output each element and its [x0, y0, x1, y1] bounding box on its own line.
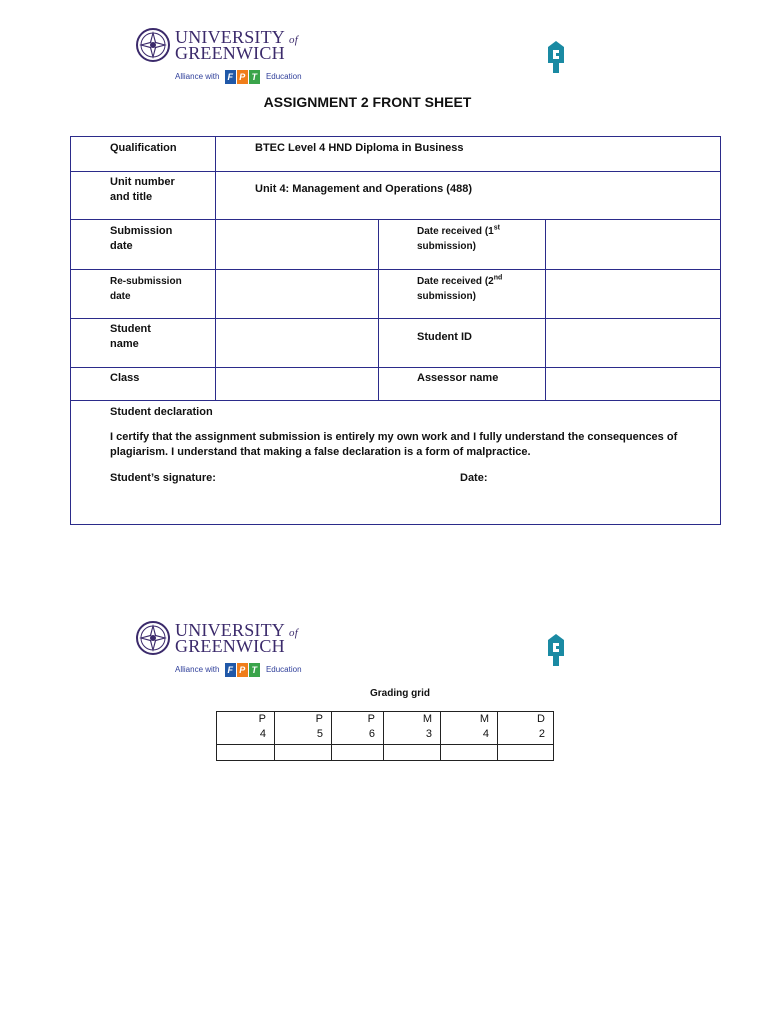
qualification-label: Qualification: [110, 142, 177, 154]
university-of: of: [289, 34, 298, 46]
university-logo: [135, 27, 315, 89]
qualification-value: BTEC Level 4 HND Diploma in Business: [255, 142, 464, 154]
university-name-line2: GREENWICH: [175, 43, 285, 63]
declaration-heading: Student declaration: [110, 406, 213, 418]
unit-value: Unit 4: Management and Operations (488): [255, 183, 472, 195]
grading-grid-entry-row: [217, 745, 554, 761]
date-received-1-label: Date received (1st submission): [417, 224, 500, 252]
class-label: Class: [110, 372, 140, 384]
grade-entry-cell[interactable]: [332, 745, 384, 761]
column-divider: [545, 219, 546, 400]
row-divider: [71, 400, 720, 401]
grading-grid: [216, 711, 554, 761]
front-sheet-table: [70, 136, 721, 525]
signature-label: Student’s signature:: [110, 472, 216, 484]
assessor-name-label: Assessor name: [417, 372, 499, 384]
fpt-logo: F P T: [225, 70, 261, 84]
grading-grid-header-row: [217, 712, 554, 745]
alliance-prefix: Alliance with: [175, 665, 220, 675]
column-divider: [378, 219, 379, 400]
date-received-2-label: Date received (2nd submission): [417, 274, 503, 302]
compass-crest-icon: [135, 27, 171, 63]
grade-criterion-cell: D 2: [498, 712, 554, 745]
university-name-line1: UNIVERSITY: [175, 27, 285, 47]
grade-criterion-cell: P 4: [217, 712, 275, 745]
unit-label: Unit number and title: [110, 176, 175, 203]
alliance-suffix: Education: [265, 72, 302, 82]
submission-date-label: Submission date: [110, 225, 173, 252]
student-id-label: Student ID: [417, 331, 472, 343]
grading-grid-title: Grading grid: [370, 688, 430, 699]
column-divider: [215, 137, 216, 400]
resubmission-date-label: Re-submission date: [110, 276, 182, 302]
row-divider: [71, 367, 720, 368]
alliance-suffix: Education: [265, 665, 302, 675]
grade-entry-cell[interactable]: [498, 745, 554, 761]
fpt-badge-icon: [546, 632, 566, 668]
fpt-logo: F P T: [225, 663, 261, 677]
declaration-date-label: Date:: [460, 472, 488, 484]
grade-criterion-cell: M 3: [384, 712, 441, 745]
grade-entry-cell[interactable]: [441, 745, 498, 761]
alliance-prefix: Alliance with: [175, 72, 220, 82]
grade-entry-cell[interactable]: [384, 745, 441, 761]
row-divider: [71, 171, 720, 172]
row-divider: [71, 269, 720, 270]
grade-entry-cell[interactable]: [217, 745, 275, 761]
declaration-text: I certify that the assignment submission is entirely my own work and I fully understand the consequences of plagiarism. I understand that making a false declaration is a form of malpractice.: [110, 431, 678, 458]
page-title: ASSIGNMENT 2 FRONT SHEET: [263, 94, 472, 110]
university-logo: [135, 620, 315, 682]
compass-crest-icon: [135, 620, 171, 656]
student-name-label: Student name: [110, 323, 151, 350]
university-of: of: [289, 627, 298, 639]
grade-criterion-cell: M 4: [441, 712, 498, 745]
fpt-badge-icon: [546, 39, 566, 75]
grade-entry-cell[interactable]: [275, 745, 332, 761]
university-name-line1: UNIVERSITY: [175, 620, 285, 640]
grade-criterion-cell: P 5: [275, 712, 332, 745]
row-divider: [71, 318, 720, 319]
university-name-line2: GREENWICH: [175, 636, 285, 656]
grade-criterion-cell: P 6: [332, 712, 384, 745]
row-divider: [71, 219, 720, 220]
